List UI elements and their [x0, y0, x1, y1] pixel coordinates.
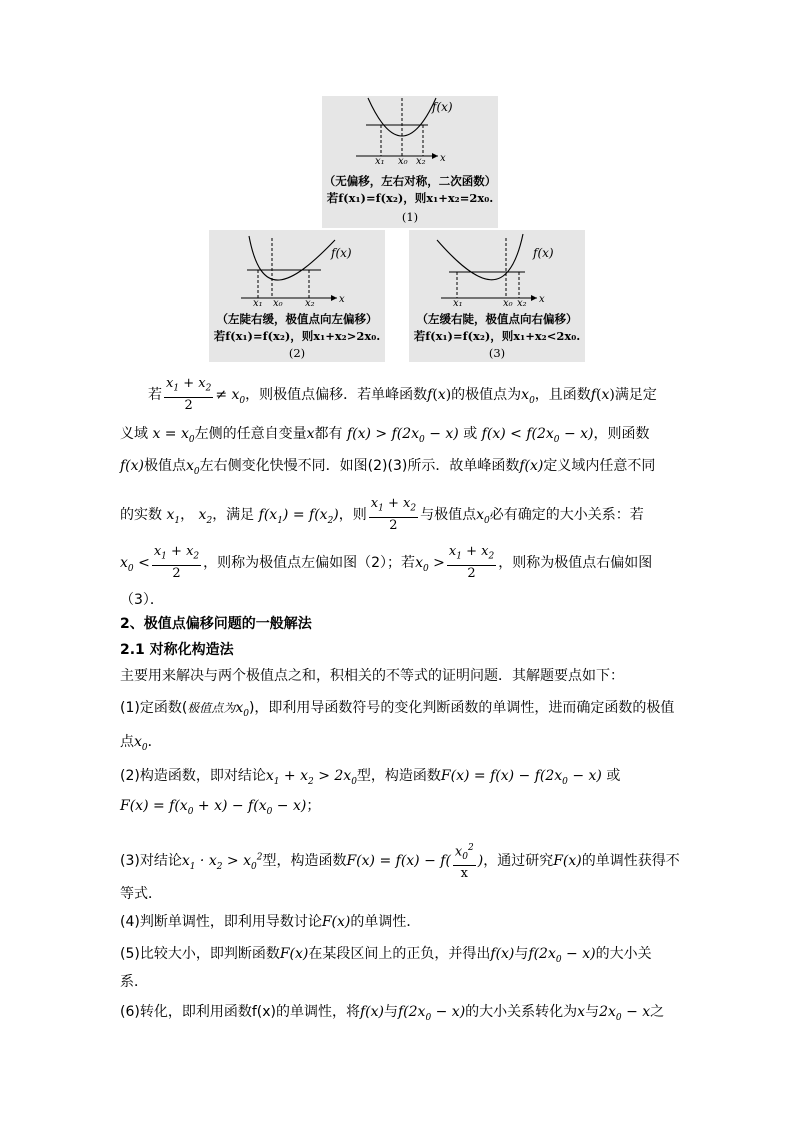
tick-label-x2: x₂: [416, 156, 426, 167]
caption-1: （左缓右陡，极值点向右偏移）: [416, 312, 578, 326]
axis-arrow: [432, 153, 438, 159]
curve-label: f(x): [432, 100, 453, 114]
para-line-2: 义域 $x = x_0$左侧的任意自变量x都有 $f(x) > f(2x_0 - x)$ 或 $f(x) < f(2x_0 - x)$，则函数: [120, 426, 650, 445]
figure-1: [322, 96, 498, 228]
para-line-4: 的实数 $x_1$， $x_2$，满足 $f(x_1) = f(x_2)$，则 $\frac{x_1 + x_2}{2}$ 与极值点$x_0$必有确定的大小关系：若: [120, 496, 644, 533]
caption-1: （左陡右缓，极值点向左偏移）: [216, 312, 378, 326]
curve: [437, 234, 523, 280]
section-heading-2: 2、极值点偏移问题的一般解法: [120, 616, 312, 632]
fraction: $\frac{x_1 + x_2}{2}$: [370, 496, 417, 533]
figure-3: [409, 230, 585, 362]
tick-label-x0: x₀: [503, 298, 513, 309]
para-line-3: f(x)极值点$x_0$左右侧变化快慢不同．如图(2)(3)所示．故单峰函数f(x)定义域内任意不同: [120, 458, 656, 477]
tick-label-x0: x₀: [273, 298, 283, 309]
tick-label-x2: x₂: [517, 298, 527, 309]
step-3-line-1: (3)对结论$x_1 \cdot x_2 > x_0^2$型，构造函数F(x) = f(x) − f( $\frac{x_0^2}{x}$ )，通过研究F(x)的单调性获得不: [120, 840, 680, 882]
step-1-line-1: (1)定函数(极值点为$x_0$)，即利用导函数符号的变化判断函数的单调性，进而确定函数的极值: [120, 700, 675, 719]
caption-2: 若f(x₁)=f(x₂)，则x₁+x₂>2x₀.: [213, 329, 381, 343]
axis-label: x: [339, 294, 345, 305]
figure-1-graph: [322, 96, 498, 228]
caption-1: （无偏移，左右对称，二次函数）: [323, 174, 497, 188]
fraction: $\frac{x_1 + x_2}{2}$: [166, 376, 212, 413]
step-5-line-2: 系．: [120, 974, 148, 990]
para-line-6: （3）．: [120, 592, 164, 608]
step-3-line-2: 等式．: [120, 886, 162, 902]
step-6-line-1: (6)转化，即利用函数f(x)的单调性，将f(x)与$f(2x_0 - x)$的大小关系转化为x与$2x_0 - x$之: [120, 1004, 665, 1023]
tick-label-x1: x₁: [253, 298, 263, 309]
fraction: $\frac{x_1 + x_2}{2}$: [448, 544, 495, 581]
tick-label-x1: x₁: [375, 156, 385, 167]
step-1-line-2: 点$x_0$．: [120, 734, 162, 753]
curve-label: f(x): [533, 246, 554, 260]
fraction: $\frac{x_1 + x_2}{2}$: [153, 544, 200, 581]
step-2-line-2: $F(x) = f(x_0 + x) - f(x_0 - x)$；: [120, 798, 321, 817]
axis-arrow: [331, 295, 337, 301]
figure-number: (2): [288, 346, 306, 360]
para-line-1: 若 $\frac{x_1 + x_2}{2}$ ≠ $x_0$，则极值点偏移．若单峰函数f(x)的极值点为$x_0$，且函数f(x)满足定: [148, 376, 657, 413]
step-4: (4)判断单调性，即利用导数讨论F(x)的单调性．: [120, 914, 421, 930]
para-line-5: $x_0$ < $\frac{x_1 + x_2}{2}$ ，则称为极值点左偏如图（2）；若$x_0$ > $\frac{x_1 + x_2}{2}$ ，则称为极值点右偏如图: [120, 544, 653, 581]
figure-2: [209, 230, 385, 362]
figure-number: (3): [488, 346, 506, 360]
axis-arrow: [531, 295, 537, 301]
section-heading-2-1: 2.1 对称化构造法: [120, 642, 234, 658]
caption-2: 若f(x₁)=f(x₂)，则x₁+x₂=2x₀.: [326, 191, 494, 205]
tick-label-x1: x₁: [453, 298, 463, 309]
fraction: $\frac{x_0^2}{x}$: [453, 840, 476, 882]
curve-label: f(x): [331, 246, 352, 260]
tick-label-x2: x₂: [305, 298, 315, 309]
axis-label: x: [440, 153, 446, 164]
caption-2: 若f(x₁)=f(x₂)，则x₁+x₂<2x₀.: [413, 329, 581, 343]
curve: [249, 236, 335, 280]
axis-label: x: [539, 294, 545, 305]
figure-number: (1): [401, 210, 419, 224]
tick-label-x0: x₀: [398, 156, 408, 167]
step-2-line-1: (2)构造函数，即对结论$x_1 + x_2 > 2x_0$型，构造函数$F(x) = f(x) - f(2x_0 - x)$ 或: [120, 768, 621, 787]
step-intro: 主要用来解决与两个极值点之和，积相关的不等式的证明问题．其解题要点如下：: [120, 668, 624, 684]
step-5-line-1: (5)比较大小，即判断函数F(x)在某段区间上的正负，并得出f(x)与$f(2x_0 - x)$的大小关: [120, 946, 652, 965]
